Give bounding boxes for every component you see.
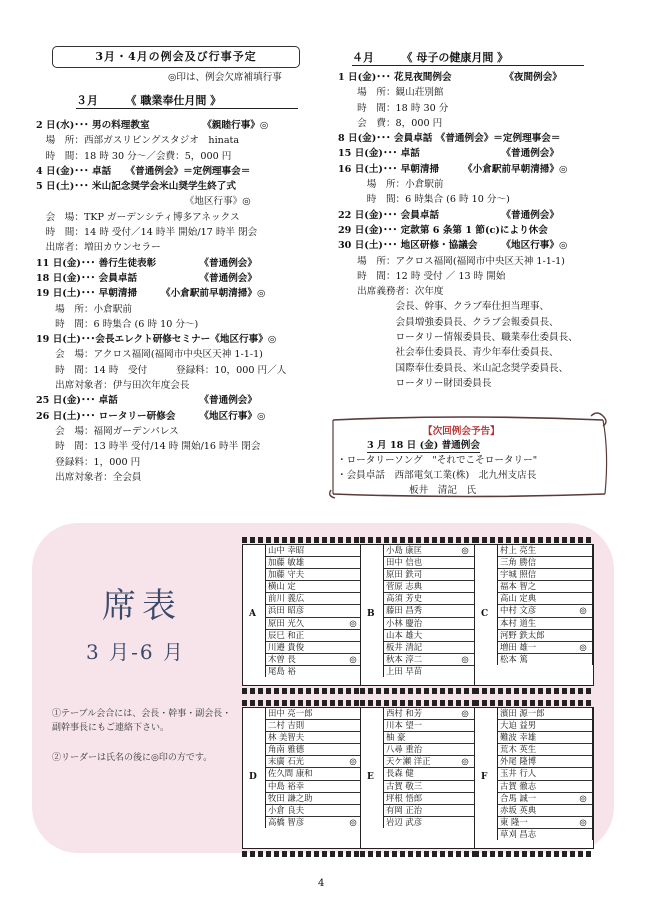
april-line: 30 日(土)･･･ 地区研修・協議会 《地区行事》◎	[338, 240, 568, 252]
april-line: 社会奉仕委員長、青少年奉仕委員長、	[338, 347, 559, 359]
member-name: 長森 健	[384, 768, 456, 780]
april-line: 1 日(金)･･･ 花見夜間例会 《夜間例会》	[338, 72, 562, 83]
next-meeting-speech: ・会員卓話 西部電気工業(株) 北九州支店長	[337, 470, 537, 481]
table-row	[266, 605, 362, 617]
table-row	[266, 665, 362, 677]
april-line: 時 間：12 時 受付 ／ 13 時 開始	[338, 270, 506, 282]
member-name: 田中 信也	[384, 557, 456, 569]
april-heading: ４月 《 母子の健康月間 》	[352, 49, 584, 66]
march-line: 26 日(土)･･･ ロータリー研修会 《地区行事》◎	[36, 410, 266, 422]
seating-table-f	[474, 707, 594, 849]
member-name: 増田 雄一	[498, 641, 574, 653]
leader-mark: ◎	[574, 816, 592, 828]
member-name: 角南 雅德	[266, 744, 344, 756]
member-name: 福本 智之	[498, 581, 574, 593]
table-row	[498, 816, 592, 828]
table-row	[498, 768, 592, 780]
table-row	[266, 581, 362, 593]
member-name: 川本 望一	[384, 720, 456, 732]
next-meeting-date: 3 月 18 日 (金) 普通例会	[367, 440, 480, 451]
table-row	[384, 629, 474, 641]
table-label: B	[367, 609, 375, 619]
april-line: 会長、幹事、クラブ奉仕担当理事、	[338, 301, 550, 313]
table-row	[266, 569, 362, 581]
march-line: 場 所：小倉駅前	[36, 303, 132, 315]
member-name: 佐久間 康和	[266, 768, 344, 780]
march-line: 時 間：14 時 受付 登録料：10，000 円／人	[36, 364, 287, 376]
table-row	[384, 569, 474, 581]
seating-note-1: ①テーブル会合には、会長・幹事・副会長・副幹事長にもご連絡下さい。	[52, 709, 232, 733]
seating-table-c	[474, 544, 594, 686]
member-name: 高山 定典	[498, 593, 574, 605]
march-line: 5 日(土)･･･ 米山記念奨学会米山奨学生終了式	[36, 181, 236, 193]
next-meeting-box	[327, 412, 613, 500]
april-line: 場 所：観山荘別館	[338, 87, 444, 99]
march-line: 会 場：福岡ガーデンパレス	[36, 425, 179, 437]
table-row	[384, 708, 474, 720]
table-row	[266, 792, 362, 804]
member-name: 古賀 敬三	[384, 780, 456, 792]
seating-period: 3 月-6 月	[86, 640, 185, 664]
leader-mark	[456, 804, 474, 816]
member-name: 柚 豪	[384, 732, 456, 744]
table-row	[384, 720, 474, 732]
leader-mark: ◎	[456, 708, 474, 720]
leader-mark	[456, 720, 474, 732]
leader-mark	[456, 641, 474, 653]
april-schedule	[338, 70, 628, 391]
table-row	[266, 653, 362, 665]
march-line: 場 所：西部ガスリビングスタジオ hinata	[36, 135, 240, 147]
march-line: 出席対象者：伊与田次年度会長	[36, 380, 190, 392]
member-name: 草刈 昌志	[500, 828, 537, 839]
leader-mark	[456, 732, 474, 744]
member-name: 末廣 石光	[266, 756, 344, 768]
leader-mark	[456, 581, 474, 593]
leader-mark	[574, 828, 592, 840]
april-line: 15 日(金)･･･ 卓話 《普通例会》	[338, 148, 559, 160]
leader-mark	[574, 756, 592, 768]
member-name: 横山 定	[266, 581, 344, 593]
member-name: 合馬 誠一	[498, 792, 574, 804]
table-row	[266, 720, 362, 732]
member-name: 外尾 隆博	[498, 756, 574, 768]
member-name: 岩辺 武彦	[386, 816, 423, 827]
march-line: 出席対象者：全会員	[36, 471, 142, 483]
member-name: 天ケ瀬 洋正	[384, 756, 456, 768]
april-line: 会員増強委員長、クラブ会報委員長、	[338, 316, 559, 328]
leader-mark	[574, 581, 592, 593]
member-name: 松本 篤	[500, 653, 528, 664]
leader-mark	[574, 744, 592, 756]
table-row	[266, 768, 362, 780]
leader-mark	[574, 593, 592, 605]
march-line: 《地区行事》◎	[36, 196, 251, 208]
leader-mark	[574, 720, 592, 732]
member-name: 牧田 謙之助	[266, 792, 344, 804]
member-name: 河野 鉄太郎	[498, 629, 574, 641]
table-row	[498, 629, 592, 641]
table-chairs-bottom	[360, 688, 474, 694]
table-row	[498, 708, 592, 720]
april-line: 22 日(金)･･･ 会員卓話 《普通例会》	[338, 209, 559, 221]
member-name: 二村 吉則	[266, 720, 344, 732]
member-name: 尾島 裕	[268, 665, 296, 676]
table-row	[498, 557, 592, 569]
march-line: 時 間：14 時 受付／14 時半 開始/17 時半 閉会	[36, 227, 258, 239]
leader-mark: ◎	[344, 756, 362, 768]
table-label: E	[367, 772, 374, 782]
table-row	[384, 557, 474, 569]
table-row	[384, 732, 474, 744]
leader-mark	[574, 629, 592, 641]
legend-note: ◎印は、例会欠席補填行事	[168, 72, 282, 83]
table-row	[384, 581, 474, 593]
member-name: 小林 慶治	[384, 617, 456, 629]
table-row	[266, 744, 362, 756]
leader-mark	[574, 768, 592, 780]
leader-mark	[574, 804, 592, 816]
table-row	[266, 732, 362, 744]
leader-mark	[574, 569, 592, 581]
march-line: 18 日(金)･･･ 会員卓話 《普通例会》	[36, 272, 257, 284]
member-name: 難波 幸雄	[498, 732, 574, 744]
page-number: 4	[318, 878, 325, 889]
table-chairs-bottom	[242, 688, 362, 694]
table-row	[384, 617, 474, 629]
table-row	[384, 792, 474, 804]
leader-mark	[574, 708, 592, 720]
march-line: 11 日(金)･･･ 善行生徒表彰 《普通例会》	[36, 257, 257, 269]
member-name: 高橋 智彦	[268, 816, 305, 827]
march-line: 登録料：1，000 円	[36, 456, 141, 468]
member-name: 加藤 敏雄	[266, 557, 344, 569]
table-row	[498, 617, 592, 629]
april-line: 時 間：6 時集合 (6 時 10 分～)	[338, 194, 510, 206]
table-chairs-bottom	[242, 851, 362, 857]
table-row	[266, 557, 362, 569]
table-row	[384, 816, 474, 828]
seating-title: 席表	[102, 586, 182, 626]
leader-mark: ◎	[456, 756, 474, 768]
table-row	[384, 744, 474, 756]
member-name: 坪根 悟郎	[384, 792, 456, 804]
member-name: 有岡 正治	[384, 804, 456, 816]
table-row	[266, 617, 362, 629]
seating-note-2: ②リーダーは氏名の後に◎印の方です。	[52, 753, 213, 763]
april-line: 会 費：8，000 円	[338, 117, 443, 129]
march-line: 時 間：6 時集合 (6 時 10 分～)	[36, 318, 199, 330]
table-row	[384, 804, 474, 816]
march-line: 時 間：18 時 30 分～／会費：5，000 円	[36, 150, 232, 162]
member-name: 高須 芳史	[384, 593, 456, 605]
member-name: 山中 幸昭	[266, 545, 344, 557]
member-name: 田中 亮一郎	[266, 708, 344, 720]
march-line: 会 場：アクロス福岡(福岡市中央区天神 1-1-1)	[36, 349, 263, 361]
april-line: 8 日(金)･･･ 会員卓話 《普通例会》＝定例理事会＝	[338, 133, 561, 145]
member-name: 宇城 照信	[498, 569, 574, 581]
march-schedule	[36, 118, 332, 485]
member-name: 板井 清記	[384, 641, 456, 653]
schedule-title: 3月・4月の例会及び行事予定	[95, 50, 257, 63]
member-name: 小島 康匡	[384, 545, 456, 557]
table-row	[498, 569, 592, 581]
leader-mark: ◎	[349, 816, 357, 827]
table-row	[498, 545, 592, 557]
member-name: 菅原 志典	[384, 581, 456, 593]
april-line: 29 日(金)･･･ 定款第 6 条第 1 節(c)により休会	[338, 224, 548, 236]
table-row	[498, 641, 592, 653]
table-label: F	[481, 772, 488, 782]
table-row	[498, 828, 592, 840]
member-name: 林 美智夫	[266, 732, 344, 744]
table-row	[266, 708, 362, 720]
table-row	[498, 605, 592, 617]
leader-mark	[456, 569, 474, 581]
seating-table-b	[360, 544, 476, 686]
leader-mark: ◎	[574, 605, 592, 617]
april-line: ロータリー情報委員長、職業奉仕委員長、	[338, 332, 578, 344]
march-line: 19 日(土)･･･会長エレクト研修セミナー《地区行事》◎	[36, 334, 277, 346]
march-line: 会 場：TKP ガーデンシティ博多アネックス	[36, 211, 240, 223]
member-name: 赤坂 英典	[498, 804, 574, 816]
table-chairs-bottom	[474, 851, 592, 857]
leader-mark	[456, 816, 474, 828]
leader-mark	[574, 557, 592, 569]
leader-mark: ◎	[574, 641, 592, 653]
table-row	[384, 756, 474, 768]
leader-mark	[456, 617, 474, 629]
leader-mark: ◎	[456, 653, 474, 665]
leader-mark	[456, 744, 474, 756]
seating-table-d	[242, 707, 364, 849]
table-row	[266, 756, 362, 768]
member-name: 三角 勝信	[498, 557, 574, 569]
member-name: 藤田 昌秀	[384, 605, 456, 617]
member-name: 玉井 行人	[498, 768, 574, 780]
table-row	[498, 653, 592, 665]
table-row	[498, 593, 592, 605]
member-name: 西村 和芳	[384, 708, 456, 720]
leader-mark: ◎	[344, 653, 362, 665]
schedule-title-box	[52, 46, 300, 68]
table-label: C	[481, 609, 489, 619]
member-name: 加藤 守夫	[266, 569, 344, 581]
table-row	[384, 593, 474, 605]
seating-table-e	[360, 707, 476, 849]
table-row	[498, 804, 592, 816]
member-name: 古賀 徹志	[498, 780, 574, 792]
next-meeting-label: 【次回例会予告】	[423, 426, 500, 437]
march-line: 時 間：13 時半 受付/14 時 開始/16 時半 閉会	[36, 441, 261, 453]
table-row	[384, 665, 474, 677]
april-line: 16 日(土)･･･ 早朝清掃 《小倉駅前早朝清掃》◎	[338, 163, 568, 175]
table-row	[384, 653, 474, 665]
table-row	[498, 792, 592, 804]
leader-mark	[456, 792, 474, 804]
table-row	[498, 744, 592, 756]
table-chairs-top	[360, 537, 474, 543]
leader-mark	[456, 629, 474, 641]
april-line: 国際奉仕委員長、米山記念奨学委員長、	[338, 362, 569, 374]
seating-table-a	[242, 544, 364, 686]
member-name: 大迫 益男	[498, 720, 574, 732]
table-row	[266, 545, 362, 557]
table-row	[384, 768, 474, 780]
leader-mark: ◎	[344, 617, 362, 629]
table-row	[266, 780, 362, 792]
table-row	[498, 780, 592, 792]
leader-mark	[456, 665, 474, 677]
table-row	[266, 816, 362, 828]
table-row	[266, 593, 362, 605]
member-name: 中村 文彦	[498, 605, 574, 617]
member-name: 川邉 貴俊	[266, 641, 344, 653]
table-row	[266, 804, 362, 816]
next-meeting-song: ・ロータリーソング "それでこそロータリー"	[337, 455, 538, 466]
leader-mark	[456, 593, 474, 605]
table-label: A	[249, 609, 256, 619]
leader-mark	[574, 617, 592, 629]
leader-mark	[456, 557, 474, 569]
next-meeting-speaker: 板井 清記 氏	[409, 485, 477, 496]
leader-mark: ◎	[574, 792, 592, 804]
table-row	[498, 720, 592, 732]
april-line: 時 間：18 時 30 分	[338, 102, 449, 114]
april-line: 出席義務者：次年度	[338, 286, 444, 298]
table-chairs-top	[474, 700, 592, 706]
march-line: 19 日(土)･･･ 早朝清掃 《小倉駅前早朝清掃》◎	[36, 288, 266, 300]
leader-mark: ◎	[456, 545, 474, 557]
member-name: 八尋 重治	[384, 744, 456, 756]
table-row	[498, 581, 592, 593]
member-name: 辰巳 和正	[266, 629, 344, 641]
table-row	[266, 641, 362, 653]
leader-mark	[456, 605, 474, 617]
table-row	[384, 545, 474, 557]
member-name: 小倉 良夫	[266, 804, 344, 816]
member-name: 浜田 昭彦	[266, 605, 344, 617]
member-name: 村上 亮生	[498, 545, 574, 557]
table-row	[498, 732, 592, 744]
table-chairs-top	[474, 537, 592, 543]
leader-mark	[574, 545, 592, 557]
table-row	[266, 629, 362, 641]
march-heading: ３月 《 職業奉仕月間 》	[76, 92, 298, 109]
table-label: D	[249, 772, 257, 782]
april-line: ロータリー財団委員長	[338, 377, 492, 389]
table-row	[498, 756, 592, 768]
member-name: 濱田 源一郎	[498, 708, 574, 720]
table-chairs-top	[242, 537, 362, 543]
member-name: 秋本 淳二	[384, 653, 456, 665]
leader-mark	[456, 780, 474, 792]
leader-mark	[574, 653, 592, 665]
member-name: 中島 裕幸	[266, 780, 344, 792]
member-name: 原田 光久	[266, 617, 344, 629]
march-line: 出席者：増田カウンセラー	[36, 242, 161, 254]
table-chairs-top	[242, 700, 362, 706]
member-name: 上田 早苗	[386, 665, 423, 676]
march-line: 25 日(金)･･･ 卓話 《普通例会》	[36, 395, 257, 407]
member-name: 本村 道生	[498, 617, 574, 629]
table-row	[384, 605, 474, 617]
april-line: 場 所：アクロス福岡(福岡市中央区天神 1-1-1)	[338, 255, 565, 267]
table-row	[384, 780, 474, 792]
member-name: 山本 雄大	[384, 629, 456, 641]
member-name: 前川 義広	[266, 593, 344, 605]
leader-mark	[574, 732, 592, 744]
table-chairs-top	[360, 700, 474, 706]
leader-mark	[574, 780, 592, 792]
march-line: 2 日(水)･･･ 男の料理教室 《親睦行事》◎	[36, 120, 269, 131]
march-line: 4 日(金)･･･ 卓話 《普通例会》＝定例理事会＝	[36, 165, 251, 177]
member-name: 木曽 長	[266, 653, 344, 665]
table-chairs-bottom	[474, 688, 592, 694]
april-line: 場 所：小倉駅前	[338, 179, 444, 191]
leader-mark	[456, 768, 474, 780]
table-row	[384, 641, 474, 653]
table-chairs-bottom	[360, 851, 474, 857]
member-name: 東 隆一	[498, 816, 574, 828]
member-name: 荒木 英生	[498, 744, 574, 756]
member-name: 原田 鉄司	[384, 569, 456, 581]
